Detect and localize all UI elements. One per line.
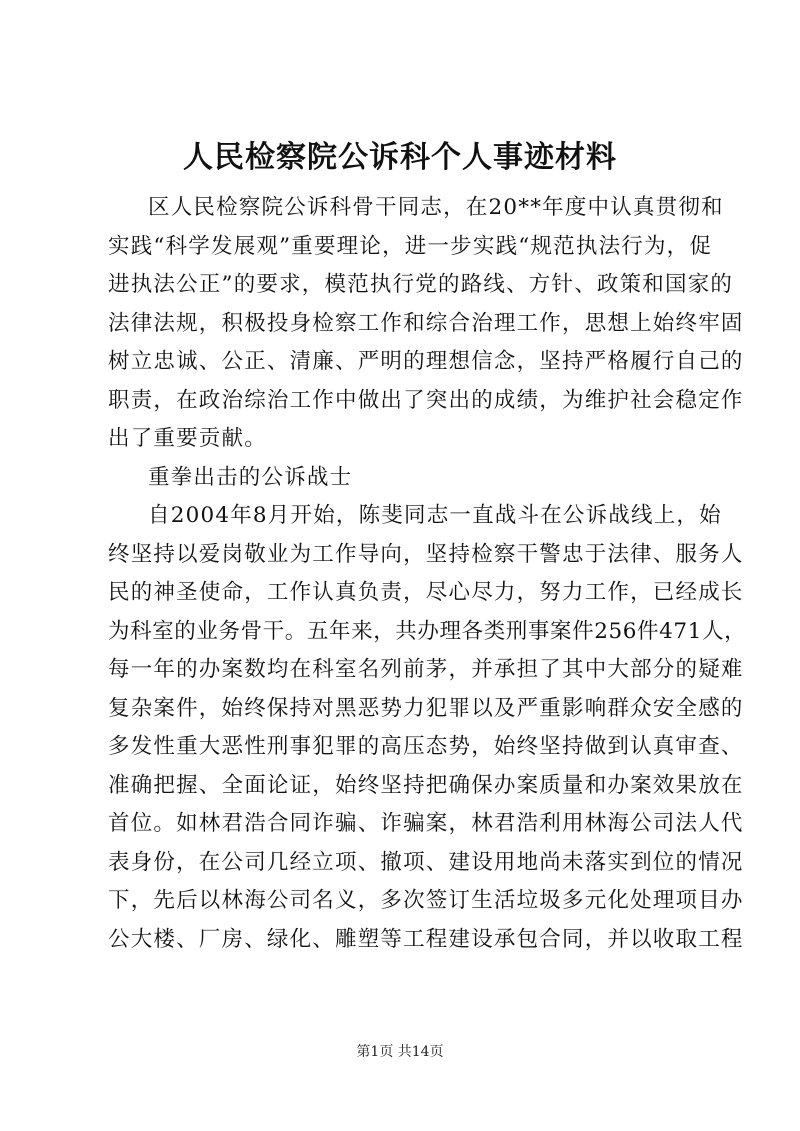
body-line: 准确把握、全面论证，始终坚持把确保办案质量和办案效果放在	[108, 772, 744, 798]
body-line: 多发性重大恶性刑事犯罪的高压态势，始终坚持做到认真审查、	[108, 734, 744, 759]
page-number-footer: 第1页 共14页	[356, 1044, 444, 1060]
body-line: 首位。如林君浩合同诈骗、诈骗案，林君浩利用林海公司法人代	[108, 811, 744, 836]
body-line: 每一年的办案数均在科室名列前茅，并承担了其中大部分的疑难	[108, 657, 744, 682]
body-line: 实践“科学发展观”重要理论，进一步实践“规范执法行为，促	[108, 233, 713, 259]
body-line: 民的神圣使命，工作认真负责，尽心尽力，努力工作，已经成长	[108, 580, 744, 605]
body-line: 下，先后以林海公司名义，多次签订生活垃圾多元化处理项目办	[108, 888, 744, 913]
body-line: 为科室的业务骨干。五年来，共办理各类刑事案件256件471人，	[108, 618, 747, 644]
page-title: 人民检察院公诉科个人事迹材料	[183, 140, 617, 175]
body-line: 终坚持以爱岗敬业为工作导向，坚持检察干警忠于法律、服务人	[108, 541, 744, 567]
body-line: 自2004年8月开始，陈斐同志一直战斗在公诉战线上，始	[148, 503, 722, 528]
body-line: 树立忠诚、公正、清廉、严明的理想信念，坚持严格履行自己的	[108, 349, 744, 374]
body-line: 法律法规，积极投身检察工作和综合治理工作，思想上始终牢固	[108, 310, 744, 336]
body-line: 表身份，在公司几经立项、撤项、建设用地尚未落实到位的情况	[108, 849, 744, 875]
body-line: 公大楼、厂房、绿化、雕塑等工程建设承包合同，并以收取工程	[108, 926, 744, 952]
body-line: 出了重要贡献。	[108, 426, 267, 451]
body-line: 复杂案件，始终保持对黑恶势力犯罪以及严重影响群众安全感的	[108, 695, 744, 721]
section-heading: 重拳出击的公诉战士	[148, 464, 353, 490]
body-line: 职责，在政治综治工作中做出了突出的成绩，为维护社会稳定作	[108, 387, 744, 413]
body-line: 进执法公正”的要求，模范执行党的路线、方针、政策和国家的	[108, 272, 734, 297]
document-body	[108, 189, 747, 959]
body-line: 区人民检察院公诉科骨干同志，在20**年度中认真贯彻和	[148, 195, 724, 220]
